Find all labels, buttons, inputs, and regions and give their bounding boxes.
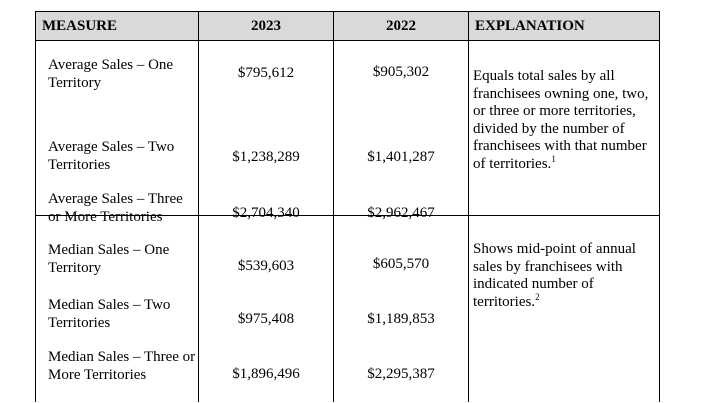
measure-label: Average Sales – Three or More Territories <box>48 191 183 225</box>
value-2023: $795,612 <box>237 65 295 81</box>
performance-table <box>35 11 660 402</box>
header-measure: MEASURE <box>36 12 199 41</box>
value-2022: $2,295,387 <box>367 366 435 382</box>
measure-label: Median Sales – Two Territories <box>48 297 171 331</box>
value-2023: $2,704,340 <box>232 205 300 221</box>
value-2022: $905,302 <box>372 64 430 80</box>
measure-label: Average Sales – Two Territories <box>48 139 175 173</box>
measure-label: Median Sales – One Territory <box>48 242 170 276</box>
value-2023: $1,896,496 <box>232 366 300 382</box>
median-sales-group <box>36 216 660 403</box>
explanation-cell <box>469 41 660 216</box>
explanation-cell <box>469 216 660 403</box>
value-2023: $539,603 <box>237 258 295 274</box>
average-sales-group <box>36 41 660 225</box>
footnote-marker: 2 <box>535 291 540 302</box>
value-2022: $605,570 <box>372 256 430 272</box>
explanation-body: Equals total sales by all franchisees owning one, two, or three or more territories, divided by the number of franchisees with that number of territories. <box>473 68 649 172</box>
header-row <box>36 12 660 41</box>
value-2023-cell <box>199 216 334 403</box>
value-2022: $2,962,467 <box>367 205 435 221</box>
measure-cell <box>36 41 199 225</box>
value-2023: $1,238,289 <box>232 149 300 165</box>
explanation-text <box>473 68 657 173</box>
explanation-body: Shows mid-point of annual sales by franchisees with indicated number of territories. <box>473 241 636 310</box>
table-row <box>36 216 660 403</box>
header-2022: 2022 <box>334 12 469 41</box>
value-2022: $1,401,287 <box>367 149 435 165</box>
value-2023-cell <box>199 41 334 221</box>
value-2022-cell <box>334 41 469 221</box>
table-header <box>36 12 660 41</box>
header-explanation: EXPLANATION <box>469 12 660 41</box>
measure-label: Median Sales – Three or More Territories <box>48 349 196 383</box>
value-2022: $1,189,853 <box>367 311 435 327</box>
value-2022-cell <box>334 216 469 403</box>
value-2023: $975,408 <box>237 311 295 327</box>
header-2023: 2023 <box>199 12 334 41</box>
measure-label: Average Sales – One Territory <box>48 57 174 91</box>
footnote-marker: 1 <box>551 153 556 164</box>
explanation-text <box>473 241 657 311</box>
table-row <box>36 41 660 216</box>
measure-cell <box>36 216 199 403</box>
